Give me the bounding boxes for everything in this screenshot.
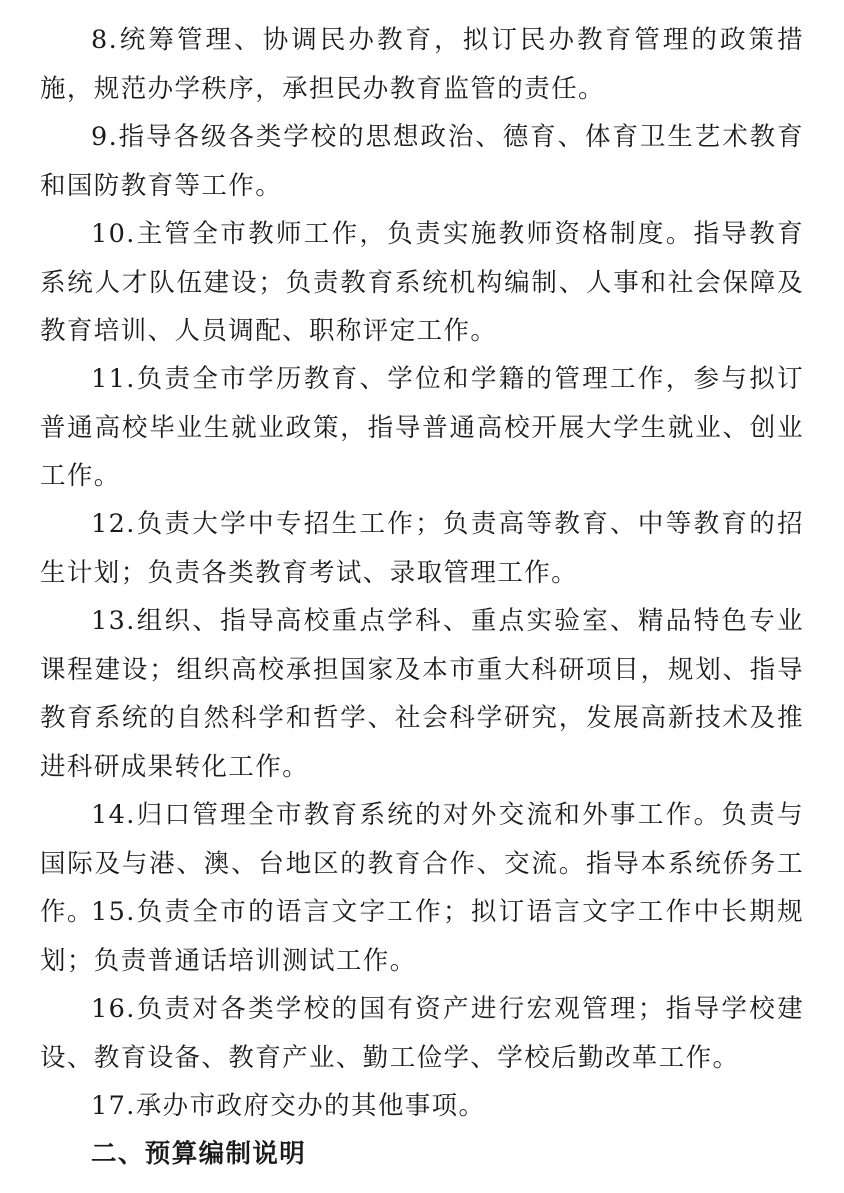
duty-item-15: 15.负责全市的语言文字工作；拟订语言文字工作中长期规划；负责普通话培训测试工作。 bbox=[40, 897, 804, 976]
duty-item-13: 13.组织、指导高校重点学科、重点实验室、精品特色专业课程建设；组织高校承担国家及本市重大科研项目，规划、指导教育系统的自然科学和哲学、社会科学研究，发展高新技术及推进科研成果转化工作。 bbox=[40, 606, 804, 782]
duty-item-10: 10.主管全市教师工作，负责实施教师资格制度。指导教育系统人才队伍建设；负责教育系统机构编制、人事和社会保障及教育培训、人员调配、职称评定工作。 bbox=[40, 219, 804, 347]
section-heading: 二、预算编制说明 bbox=[91, 1139, 307, 1169]
duty-item-11: 11.负责全市学历教育、学位和学籍的管理工作，参与拟订普通高校毕业生就业政策，指导普通高校开展大学生就业、创业工作。 bbox=[40, 364, 804, 492]
duty-item-14: 14.归口管理全市教育系统的对外交流和外事工作。负责与国际及与港、澳、台地区的教育合作、交流。指导本系统侨务工作。 bbox=[40, 800, 804, 928]
duty-item-8: 8.统筹管理、协调民办教育，拟订民办教育管理的政策措施，规范办学秩序，承担民办教育监管的责任。 bbox=[40, 25, 804, 104]
duty-item-9: 9.指导各级各类学校的思想政治、德育、体育卫生艺术教育和国防教育等工作。 bbox=[40, 122, 804, 201]
duty-item-12: 12.负责大学中专招生工作；负责高等教育、中等教育的招生计划；负责各类教育考试、录取管理工作。 bbox=[40, 509, 804, 588]
duty-item-17: 17.承办市政府交办的其他事项。 bbox=[91, 1091, 486, 1121]
duty-item-16: 16.负责对各类学校的国有资产进行宏观管理；指导学校建设、教育设备、教育产业、勤工俭学、学校后勤改革工作。 bbox=[40, 994, 804, 1073]
